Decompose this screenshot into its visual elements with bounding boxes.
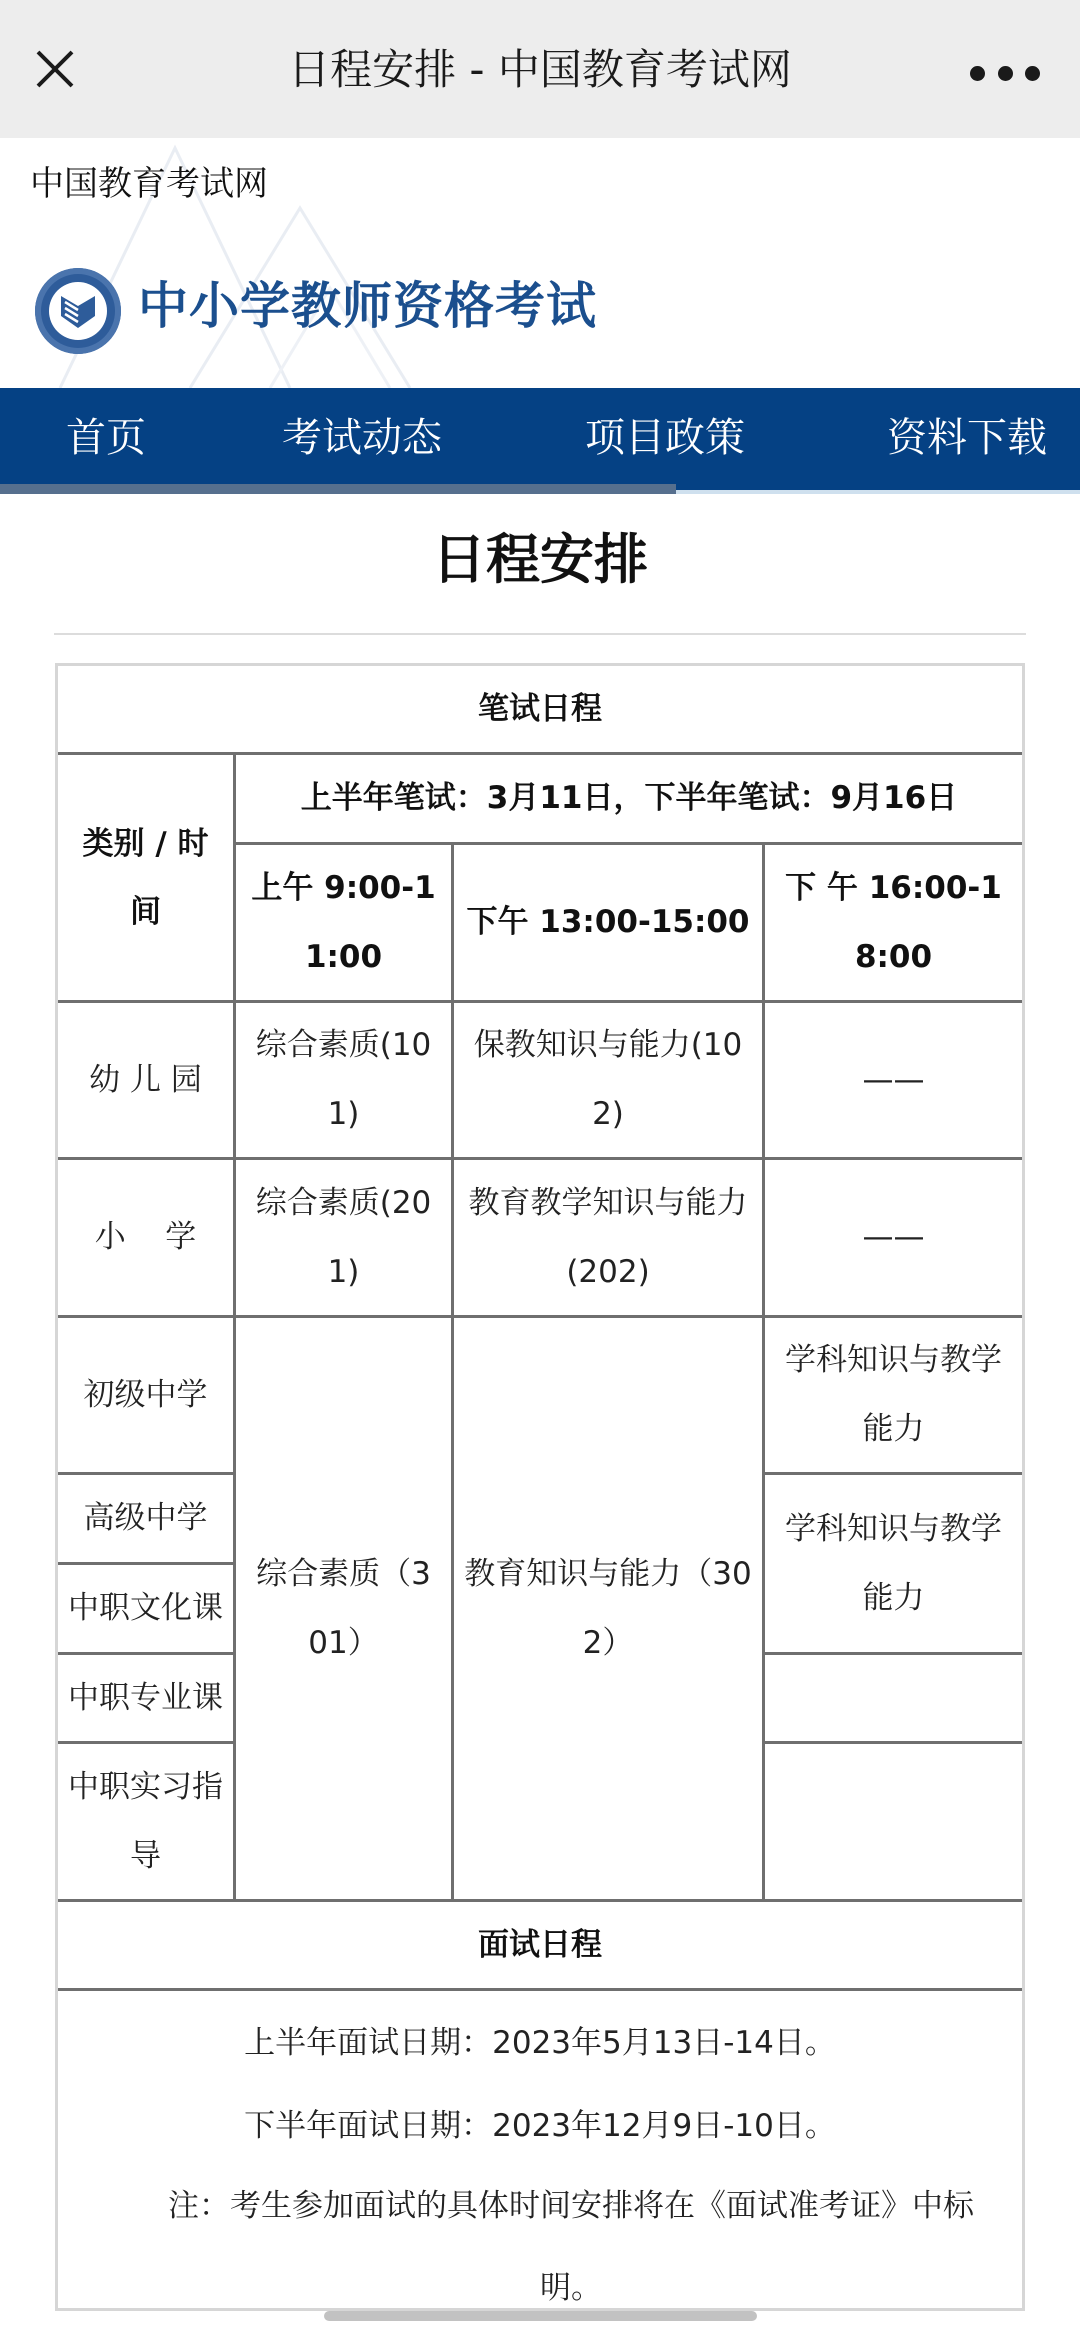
close-button[interactable] xyxy=(28,42,82,96)
more-dots-icon xyxy=(970,66,985,81)
category-vocational-culture: 中职文化课 xyxy=(68,1590,223,1626)
more-button[interactable] xyxy=(970,55,1040,91)
exam-seal-logo-icon[interactable] xyxy=(35,268,121,354)
subject-cell: 教育教学知识与能力(202) xyxy=(468,1184,748,1290)
nav-item-home[interactable]: 首页 xyxy=(66,415,146,461)
nav-item-exam-news[interactable]: 考试动态 xyxy=(282,415,442,461)
written-section-title: 笔试日程 xyxy=(478,690,602,727)
category-vocational-practice: 中职实习指导 xyxy=(68,1768,223,1874)
interview-second-half: 下半年面试日期：2023年12月9日-10日。 xyxy=(244,2108,836,2144)
main-nav xyxy=(0,388,1080,494)
nav-horizontal-scrollbar[interactable] xyxy=(0,484,676,494)
more-dots-icon xyxy=(1025,66,1040,81)
close-icon xyxy=(28,42,82,96)
subject-cell: —— xyxy=(862,1219,925,1255)
category-senior-middle: 高级中学 xyxy=(83,1500,208,1536)
category-kindergarten: 幼 儿 园 xyxy=(89,1061,202,1098)
time-slot-afternoon: 下午 13:00-15:00 xyxy=(466,904,750,940)
nav-item-policy[interactable]: 项目政策 xyxy=(585,415,745,461)
category-junior-middle: 初级中学 xyxy=(83,1376,208,1413)
subject-cell: 保教知识与能力(102) xyxy=(473,1027,743,1132)
page-scrollbar[interactable] xyxy=(324,2311,757,2321)
category-primary: 小 学 xyxy=(94,1219,197,1255)
subject-cell: 综合素质(101) xyxy=(255,1027,432,1132)
time-slot-morning: 上午 9:00-11:00 xyxy=(251,869,436,975)
subject-cell: 综合素质(201) xyxy=(255,1184,432,1290)
subject-cell-empty xyxy=(765,1744,1022,1899)
written-dates: 上半年笔试：3月11日，下半年笔试：9月16日 xyxy=(300,780,958,816)
more-dots-icon xyxy=(998,66,1013,81)
divider xyxy=(54,633,1026,635)
time-slot-late: 下 午 16:00-18:00 xyxy=(785,869,1002,975)
interview-note: 注：考生参加面试的具体时间安排将在《面试准考证》中标明。 xyxy=(168,2188,974,2306)
subject-cell-secondary-afternoon: 教育知识与能力（302） xyxy=(464,1555,752,1661)
subject-cell-empty xyxy=(765,1655,1022,1741)
nav-scroll-track xyxy=(676,490,1080,494)
browser-title: 日程安排 - 中国教育考试网 xyxy=(288,45,792,94)
subject-cell-secondary-morning: 综合素质（301） xyxy=(256,1555,431,1661)
interview-section-title: 面试日程 xyxy=(478,1926,602,1963)
subject-cell: 学科知识与教学能力 xyxy=(785,1342,1002,1447)
subject-cell: —— xyxy=(862,1061,925,1098)
interview-details xyxy=(58,1991,1022,2308)
logo-title[interactable]: 中小学教师资格考试 xyxy=(138,277,597,335)
page-title: 日程安排 xyxy=(432,528,648,591)
nav-item-downloads[interactable]: 资料下载 xyxy=(887,415,1047,461)
interview-first-half: 上半年面试日期：2023年5月13日-14日。 xyxy=(244,2025,836,2061)
site-name-link[interactable]: 中国教育考试网 xyxy=(30,164,268,204)
subject-cell: 学科知识与教学能力 xyxy=(785,1510,1002,1616)
category-vocational-major: 中职专业课 xyxy=(68,1679,223,1716)
category-time-header: 类别 / 时间 xyxy=(82,825,209,930)
